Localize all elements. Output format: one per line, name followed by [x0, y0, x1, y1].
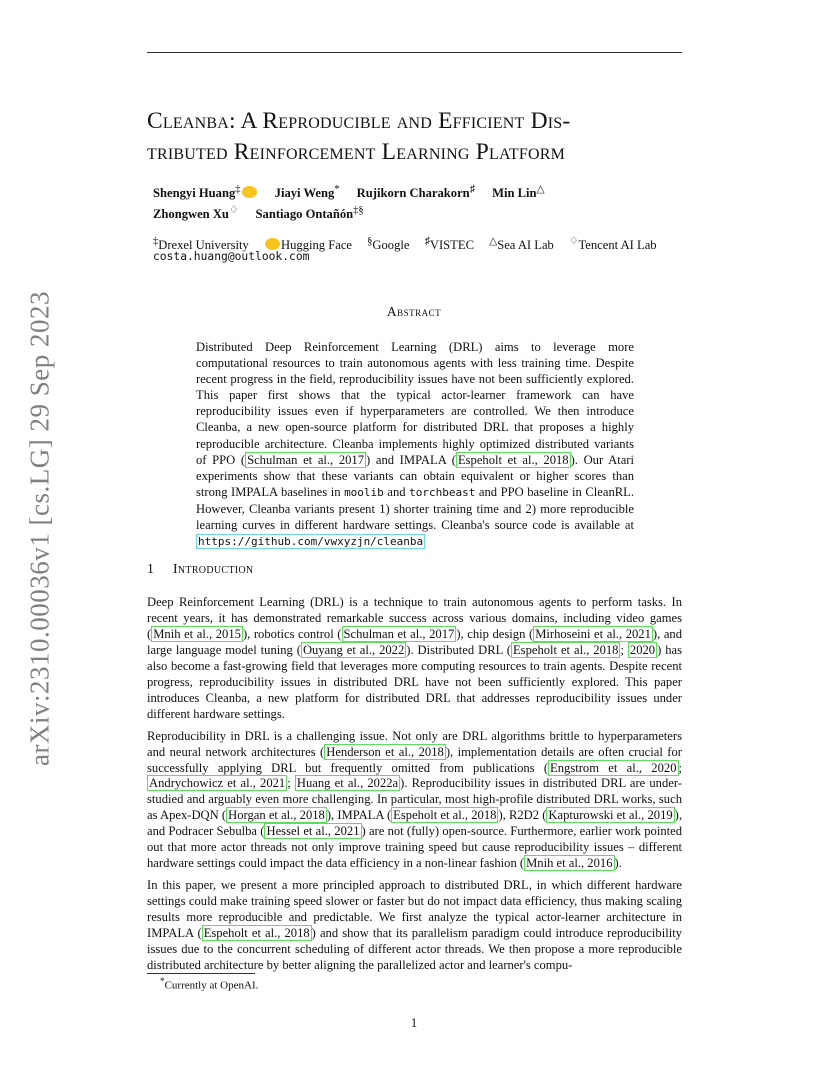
- author-email: costa.huang@outlook.com: [153, 250, 310, 263]
- abstract-text: ). Our Atari experiments show that these variants can obtain equivalent or higher scores than strong IMPALA baselines in: [196, 452, 634, 499]
- citation-link[interactable]: 2020: [629, 642, 656, 657]
- footnote-mark: *: [160, 976, 165, 986]
- citation-link[interactable]: Mnih et al., 2016: [526, 856, 613, 871]
- author-name: Jiayi Weng: [274, 186, 335, 201]
- citation-link[interactable]: Horgan et al., 2018: [228, 808, 325, 823]
- abstract-text: and PPO baseline in CleanRL. However, Cleanba variants present 1) shorter training time and 2) more reproducible learning curves in different hardware settings. Cleanba's source code is available at: [196, 484, 635, 533]
- abstract-body: [196, 339, 634, 550]
- citation-link[interactable]: Hessel et al., 2021: [266, 824, 360, 839]
- footnote-text: Currently at OpenAI.: [164, 979, 259, 992]
- abstract-text: Distributed Deep Reinforcement Learning (DRL) aims to leverage more computational resources to train autonomous agents with less training time. Despite recent progress in the field, reproducibility issues have not been sufficiently explored. This paper first shows that the typical actor-learner framework can have reproducibility issues even if hyperparameters are controlled. We then introduce Cleanba, a new open-source platform for distributed DRL that proposes a highly reproducible architecture. Cleanba implements highly optimized distributed variants of PPO (: [196, 340, 634, 467]
- author-mark: *: [334, 184, 340, 195]
- hugging-face-emoji-icon: [265, 238, 280, 250]
- author-name: Santiago Ontañón: [255, 207, 354, 222]
- paper-title: [147, 106, 687, 168]
- citation-link[interactable]: Engstrom et al., 2020: [550, 760, 677, 775]
- citation-link[interactable]: Espeholt et al., 2018: [457, 452, 569, 467]
- author-name: Min Lin: [492, 186, 537, 201]
- arxiv-id: arXiv:2310.00036v1 [cs.LG] 29 Sep 2023: [24, 291, 55, 766]
- affil-drexel: Drexel University: [158, 238, 249, 253]
- paragraph: In this paper, we present a more principled approach to distributed DRL, in which different hardware settings could make training speed slower or faster but do not impact data efficiency, thus making scaling results more reproducible and predictable. We first analyze the typical actor-learner architecture in IMPALA ( Espeholt et al., 2018 ) and show that its parallelism paradigm could introduce reproducibility issues due to the concurrent scheduling of different actor threads. We then propose a more reproducible distributed architecture by better aligning the parallelized actor and learner's compu-: [147, 878, 682, 972]
- citation-link[interactable]: Espeholt et al., 2018: [393, 808, 497, 823]
- author-mark: △: [536, 184, 545, 195]
- author-name: Rujikorn Charakorn: [356, 186, 470, 201]
- citation-link[interactable]: Ouyang et al., 2022: [302, 642, 405, 657]
- abstract-heading: Abstract: [386, 304, 442, 319]
- affil-sea-ai-lab: Sea AI Lab: [497, 238, 554, 253]
- footnote: [160, 976, 258, 992]
- abstract-text: ) and IMPALA (: [366, 452, 456, 467]
- affil-mark: §: [367, 236, 373, 247]
- affil-mark: △: [489, 236, 498, 247]
- author-name: Zhongwen Xu: [153, 207, 229, 222]
- citation-link[interactable]: Mirhoseini et al., 2021: [535, 626, 651, 641]
- citation-link[interactable]: Kapturowski et al., 2019: [548, 808, 673, 823]
- author-mark: ♢: [228, 205, 239, 217]
- affil-hugging-face: Hugging Face: [281, 238, 352, 253]
- author-mark: ‡§: [353, 205, 364, 217]
- affil-tencent: Tencent AI Lab: [578, 238, 657, 253]
- citation-link[interactable]: Andrychowicz et al., 2021: [149, 776, 286, 791]
- code-term: moolib: [344, 485, 384, 499]
- citation-link[interactable]: Schulman et al., 2017: [247, 452, 365, 467]
- code-term: torchbeast: [409, 485, 476, 499]
- abstract-text: and: [383, 484, 410, 499]
- top-rule: [147, 52, 682, 53]
- section-title: Introduction: [173, 561, 254, 576]
- citation-link[interactable]: Espeholt et al., 2018: [512, 642, 619, 657]
- paragraph: Reproducibility in DRL is a challenging issue. Not only are DRL algorithms brittle to hyperparameters and neural network architectures ( Henderson et al., 2018 ), implementation details are often crucial for successfully applying DRL but frequently omitted from publications ( Engstrom et al., 2020 ; Andrychowicz et al., 2021 ; Huang et al., 2022a ). Reproducibility issues in distributed DRL are under-studied and arguably even more challenging. In particular, most high-profile distributed DRL works, such as Apex-DQN ( Horgan et al., 2018 ), IMPALA ( Espeholt et al., 2018 ), R2D2 ( Kapturowski et al., 2019 ), and Podracer Sebulba ( Hessel et al., 2021 ) are not (fully) open-source. Furthermore, earlier work pointed out that more actor threads not only improve training speed but cause reproducibility issues – different hardware settings could impact the data efficiency in a non-linear fashion ( Mnih et al., 2016 ).: [147, 728, 683, 871]
- citation-link[interactable]: Mnih et al., 2015: [153, 626, 241, 641]
- author-list: [153, 181, 545, 223]
- hugging-face-emoji-icon: [242, 186, 257, 198]
- affil-vistec: VISTEC: [429, 238, 474, 253]
- citation-link[interactable]: Huang et al., 2022a: [296, 776, 399, 791]
- paragraph: Deep Reinforcement Learning (DRL) is a technique to train autonomous agents to perform tasks. In recent years, it has demonstrated remarkable success across various domains, including video games ( Mnih et al., 2015 ), robotics control ( Schulman et al., 2017 ), chip design ( Mirhoseini et al., 2021 ), and large language model tuning ( Ouyang et al., 2022 ). Distributed DRL ( Espeholt et al., 2018 ; 2020 ) has also become a fast-growing field that leverages more computing resources to train agents. Despite recent progress, reproducibility issues in distributed DRL have not been sufficiently explored. This paper introduces Cleanba, a new platform for distributed DRL that addresses reproducibility issues under different hardware settings.: [147, 595, 683, 721]
- section-heading: [147, 561, 253, 577]
- intro-body: [147, 595, 682, 980]
- author-mark: ‡: [235, 184, 241, 195]
- author-name: Shengyi Huang: [153, 186, 236, 201]
- page-number: 1: [410, 1016, 418, 1030]
- section-number: 1: [147, 561, 155, 576]
- affil-google: Google: [372, 238, 410, 253]
- footnote-rule: [147, 973, 255, 974]
- citation-link[interactable]: Henderson et al., 2018: [326, 744, 444, 759]
- citation-link[interactable]: Espeholt et al., 2018: [203, 926, 310, 941]
- affil-mark: ‡: [153, 236, 159, 247]
- citation-link[interactable]: Schulman et al., 2017: [343, 626, 455, 641]
- source-code-url-link[interactable]: https://github.com/vwxyzjn/cleanba: [198, 535, 424, 549]
- title-line-2: tributed Reinforcement Learning Platform: [147, 139, 566, 165]
- affil-mark: ♢: [569, 236, 579, 247]
- title-line-1: Cleanba: A Reproducible and Efficient Dis-: [147, 108, 571, 134]
- affil-mark: ♯: [424, 236, 430, 247]
- author-mark: ♯: [469, 184, 475, 195]
